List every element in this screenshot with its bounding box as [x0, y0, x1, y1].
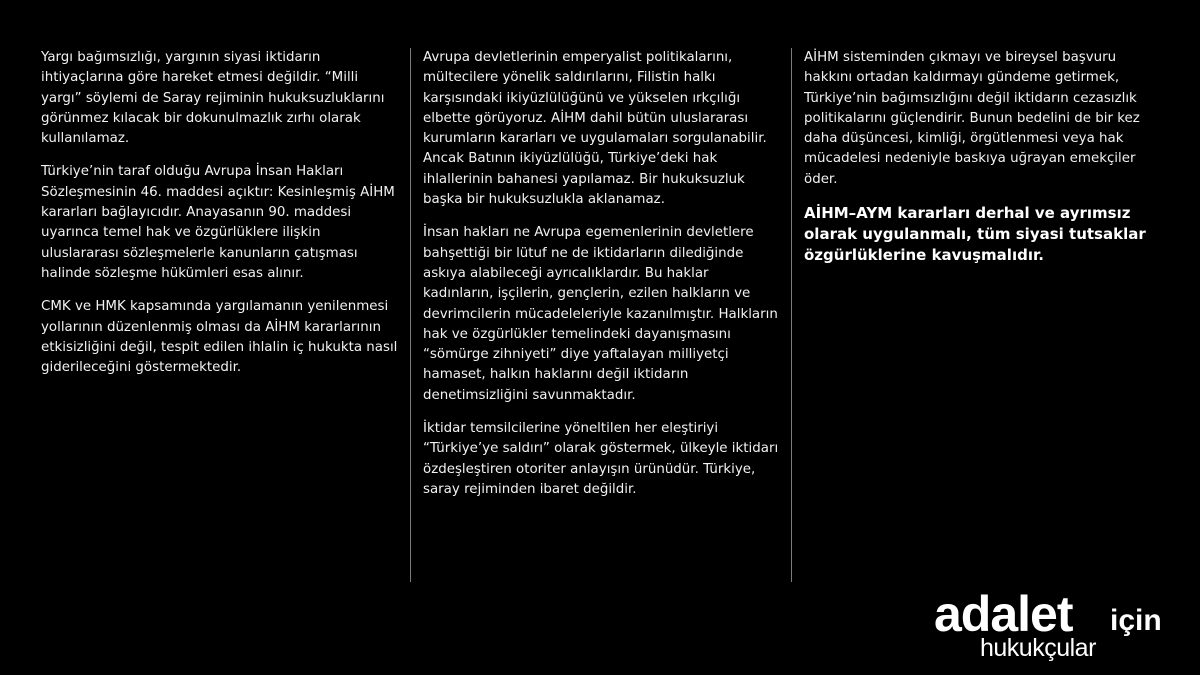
paragraph: Avrupa devletlerinin emperyalist politikalarını, mültecilere yönelik saldırılarını, Filistin halkı karşısındaki ikiyüzlülüğünü ve yükselen ırkçılığı elbette görüyoruz. AİHM dahil bütün uluslararası kurumların kararları ve uygulamaları sorgulanabilir. Ancak Batının ikiyüzlülüğü, Türkiye’deki hak ihlallerinin bahanesi yapılamaz. Bir hukuksuzluk başka bir hukuksuzlukla aklanamaz. — [423, 50, 767, 208]
paragraph: Türkiye’nin taraf olduğu Avrupa İnsan Hakları Sözleşmesinin 46. maddesi açıktır: Kesinleşmiş AİHM kararları bağlayıcıdır. Anayasanın 90. maddesi uyarınca temel hak ve özgürlüklere ilişkin uluslararası sözleşmelerle kanunların çatışması halinde sözleşme hükümleri esas alınır. — [41, 164, 395, 281]
logo-word-hukukcular: hukukçular — [980, 634, 1096, 662]
paragraph: İktidar temsilcilerine yöneltilen her eleştiriyi “Türkiye’ye saldırı” olarak göstermek, ülkeyle iktidarı özdeşleştiren otoriter anlayışın ürünüdür. Türkiye, saray rejiminden ibaret değildir. — [423, 421, 779, 497]
paragraph: Yargı bağımsızlığı, yargının siyasi iktidarın ihtiyaçlarına göre hareket etmesi değildir. “Milli yargı” söylemi de Saray rejiminin hukuksuzluklarını görünmez kılacak bir dokunulmazlık zırhı olarak kullanılamaz. — [41, 50, 385, 147]
column-2 — [423, 48, 783, 513]
column-divider — [410, 48, 411, 582]
paragraph: İnsan hakları ne Avrupa egemenlerinin devletlere bahşettiği bir lütuf ne de iktidarların dilediğinde askıya alabileceği ayrıcalıklardır. Bu haklar kadınların, işçilerin, gençlerin, ezilen halkların ve devrimcilerin mücadeleleriyle kazanılmıştır. Halkların hak ve özgürlükler temelindeki dayanışmasını “sömürge zihniyeti” diye yaftalayan milliyetçi hamaset, halkın haklarını değil iktidarın denetimsizliğini savunmaktadır. — [423, 225, 778, 403]
column-divider — [791, 48, 792, 582]
demand-statement: AİHM–AYM kararları derhal ve ayrımsız olarak uygulanmalı, tüm siyasi tutsaklar özgürlüklerine kavuşmalıdır. — [804, 204, 1146, 265]
paragraph: CMK ve HMK kapsamında yargılamanın yenilenmesi yollarının düzenlenmiş olması da AİHM kararlarının etkisizliğini değil, tespit edilen ihlalin iç hukukta nasıl giderileceğini göstermektedir. — [41, 299, 398, 376]
adalet-icin-hukukcular-logo — [934, 586, 1164, 665]
logo-word-icin: için — [1110, 604, 1162, 637]
logo-word-adalet: adalet — [934, 586, 1073, 642]
column-3 — [804, 48, 1164, 279]
paragraph: AİHM sisteminden çıkmayı ve bireysel başvuru hakkını ortadan kaldırmayı gündeme getirmek, Türkiye’nin bağımsızlığını değil iktidarın cezasızlık politikalarını güçlendirir. Bunun bedelini de bir kez daha düşüncesi, kimliği, örgütlenmesi veya hak mücadelesi nedeniyle baskıya uğrayan emekçiler öder. — [804, 50, 1140, 187]
column-1 — [41, 48, 401, 391]
